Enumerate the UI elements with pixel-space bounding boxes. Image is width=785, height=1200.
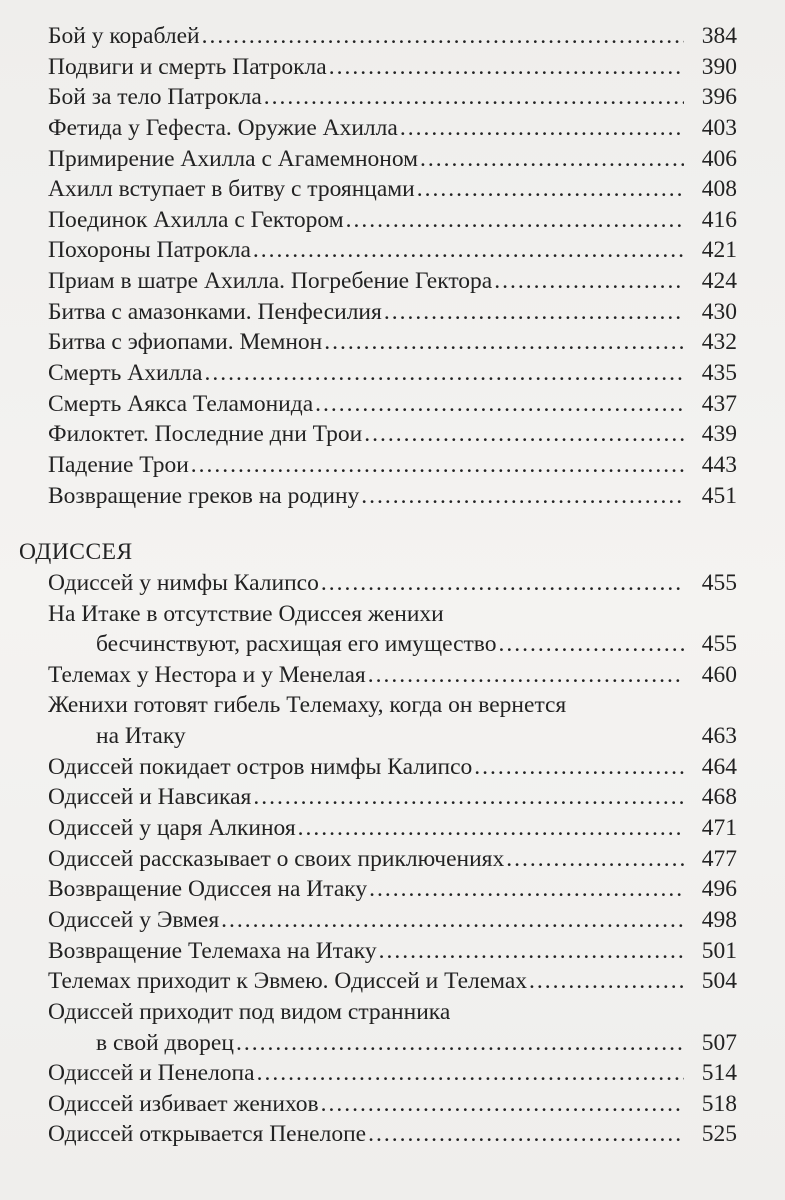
toc-entry-page: 396 — [701, 84, 737, 111]
toc-entry-page: 406 — [701, 145, 737, 172]
toc-entry-title: Одиссей и Навсикая — [48, 784, 252, 811]
toc-entry — [0, 629, 785, 660]
toc-entry — [0, 481, 785, 512]
toc-entry-title: Телемах у Нестора и у Менелая — [48, 661, 366, 688]
toc-entry-title: Приам в шатре Ахилла. Погребение Гектора — [48, 268, 493, 295]
toc-entry-title: Филоктет. Последние дни Трои — [48, 421, 363, 448]
toc-entry-page: 460 — [701, 661, 737, 688]
toc-entry — [0, 936, 785, 967]
toc-entry-title: Одиссей покидает остров нимфы Калипсо — [48, 753, 473, 780]
toc-entry-page: 408 — [701, 176, 737, 203]
toc-entry-title: Одиссей избивает женихов — [48, 1090, 319, 1117]
toc-entry-title-first-line: Одиссей приходит под видом странника — [48, 998, 451, 1025]
toc-entry — [0, 660, 785, 691]
toc-entry — [0, 52, 785, 83]
toc-entry — [0, 905, 785, 936]
toc-entry — [0, 782, 785, 813]
section-heading: ОДИССЕЯ — [19, 539, 133, 566]
dot-leader — [321, 1089, 684, 1120]
toc-entry-title: Одиссей у Эвмея — [48, 906, 220, 933]
toc-entry-page: 496 — [701, 876, 737, 903]
toc-entry — [0, 966, 785, 997]
toc-entry — [0, 568, 785, 599]
toc-entry-page: 468 — [701, 784, 737, 811]
toc-entry-title-first-line: На Итаке в отсутствие Одиссея женихи — [48, 600, 444, 627]
toc-entry — [0, 358, 785, 389]
toc-entry — [0, 327, 785, 358]
toc-entry — [0, 1058, 785, 1089]
toc-entry-page: 390 — [701, 53, 737, 80]
toc-entry-page: 424 — [701, 268, 737, 295]
toc-entry-title: Возвращение греков на родину — [48, 482, 360, 509]
toc-entry — [0, 82, 785, 113]
toc-entry — [0, 235, 785, 266]
toc-entry — [0, 419, 785, 450]
toc-entry-page: 416 — [701, 206, 737, 233]
toc-entry-title: Ахилл вступает в битву с троянцами — [48, 176, 415, 203]
toc-entry-title: Одиссей у царя Алкиноя — [48, 815, 296, 842]
toc-entry — [0, 297, 785, 328]
dot-leader — [191, 450, 684, 481]
toc-entry — [0, 174, 785, 205]
toc-entry — [0, 113, 785, 144]
toc-entry-page: 439 — [701, 421, 737, 448]
dot-leader — [253, 782, 684, 813]
dot-leader — [384, 297, 684, 328]
dot-leader — [221, 905, 684, 936]
toc-entry-page: 455 — [701, 631, 737, 658]
dot-leader — [368, 660, 684, 691]
toc-entry-page: 504 — [701, 968, 737, 995]
toc-entry-title: Одиссей у нимфы Калипсо — [48, 569, 319, 596]
dot-leader — [298, 813, 684, 844]
toc-entry-page: 430 — [701, 298, 737, 325]
toc-entry-title: Фетида у Гефеста. Оружие Ахилла — [48, 114, 398, 141]
dot-leader — [364, 419, 684, 450]
toc-entry-page: 435 — [701, 360, 737, 387]
dot-leader — [315, 389, 684, 420]
toc-entry — [0, 752, 785, 783]
toc-entry — [0, 450, 785, 481]
dot-leader — [474, 752, 684, 783]
toc-entry-title: Одиссей и Пенелопа — [48, 1060, 255, 1087]
dot-leader — [420, 144, 684, 175]
toc-entry-title: Возвращение Телемаха на Итаку — [48, 937, 377, 964]
toc-entry-page: 437 — [701, 390, 737, 417]
toc-entry-page: 463 — [701, 723, 737, 750]
toc-entry-title: Одиссей рассказывает о своих приключениях — [48, 845, 505, 872]
toc-entry — [0, 721, 785, 752]
toc-entry-page: 525 — [701, 1121, 737, 1148]
toc-entry-page: 443 — [701, 451, 737, 478]
toc-entry — [0, 1089, 785, 1120]
dot-leader — [400, 113, 684, 144]
toc-entry — [0, 21, 785, 52]
toc-entry-title: Бой у кораблей — [48, 23, 200, 49]
toc-entry-title: Одиссей открывается Пенелопе — [48, 1121, 367, 1148]
toc-entry-title: Поединок Ахилла с Гектором — [48, 206, 344, 233]
toc-entry-page: 501 — [701, 937, 737, 964]
toc-entry-title: Подвиги и смерть Патрокла — [48, 53, 327, 80]
dot-leader — [368, 1119, 684, 1150]
toc-entry-page: 451 — [701, 482, 737, 509]
toc-entry — [0, 1028, 785, 1059]
toc-entry-page: 464 — [701, 753, 737, 780]
toc-entry-page: 498 — [701, 906, 737, 933]
toc-entry-title: Похороны Патрокла — [48, 237, 251, 264]
dot-leader — [236, 1028, 684, 1059]
toc-entry-title: Падение Трои — [48, 451, 189, 478]
dot-leader — [417, 174, 684, 205]
toc-entry — [0, 1119, 785, 1150]
dot-leader — [529, 966, 684, 997]
dot-leader — [202, 21, 684, 52]
dot-leader — [253, 235, 684, 266]
toc-entry-title: Битва с амазонками. Пенфесилия — [48, 298, 382, 325]
dot-leader — [361, 481, 684, 512]
dot-leader — [369, 874, 684, 905]
dot-leader — [321, 568, 684, 599]
toc-entry-page: 471 — [701, 815, 737, 842]
toc-entry-title: Бой за тело Патрокла — [48, 84, 262, 111]
toc-entry-page: 432 — [701, 329, 737, 356]
toc-entry — [0, 874, 785, 905]
toc-entry — [0, 266, 785, 297]
toc-entry-page: 384 — [701, 23, 737, 49]
toc-entry-title: Возвращение Одиссея на Итаку — [48, 876, 368, 903]
toc-entry — [0, 844, 785, 875]
toc-entry — [0, 144, 785, 175]
toc-entry-page: 403 — [701, 114, 737, 141]
toc-entry-title-continuation: бесчинствуют, расхищая его имущество — [96, 631, 497, 658]
dot-leader — [346, 205, 684, 236]
toc-entry-title-continuation: в свой дворец — [96, 1029, 234, 1056]
toc-entry — [0, 389, 785, 420]
toc-entry-page: 507 — [701, 1029, 737, 1056]
dot-leader — [506, 844, 684, 875]
toc-entry-title-first-line: Женихи готовят гибель Телемаху, когда он вернется — [48, 692, 567, 719]
dot-leader — [324, 327, 684, 358]
dot-leader — [498, 629, 684, 660]
table-of-contents — [0, 21, 785, 1150]
dot-leader — [204, 358, 684, 389]
toc-entry-title: Смерть Аякса Теламонида — [48, 390, 314, 417]
toc-entry-title: Примирение Ахилла с Агамемноном — [48, 145, 419, 172]
toc-entry-title: Смерть Ахилла — [48, 360, 203, 387]
dot-leader — [494, 266, 684, 297]
dot-leader — [329, 52, 684, 83]
dot-leader — [264, 82, 684, 113]
toc-entry — [0, 813, 785, 844]
toc-entry-page: 455 — [701, 569, 737, 596]
toc-entry-title: Телемах приходит к Эвмею. Одиссей и Телемах — [48, 968, 528, 995]
toc-entry-page: 518 — [701, 1090, 737, 1117]
toc-entry — [0, 205, 785, 236]
dot-leader — [379, 936, 684, 967]
toc-entry-title-continuation: на Итаку — [96, 723, 186, 750]
dot-leader — [257, 1058, 684, 1089]
toc-entry-title: Битва с эфиопами. Мемнон — [48, 329, 323, 356]
toc-entry-page: 421 — [701, 237, 737, 264]
toc-entry-page: 514 — [701, 1060, 737, 1087]
toc-entry-page: 477 — [701, 845, 737, 872]
